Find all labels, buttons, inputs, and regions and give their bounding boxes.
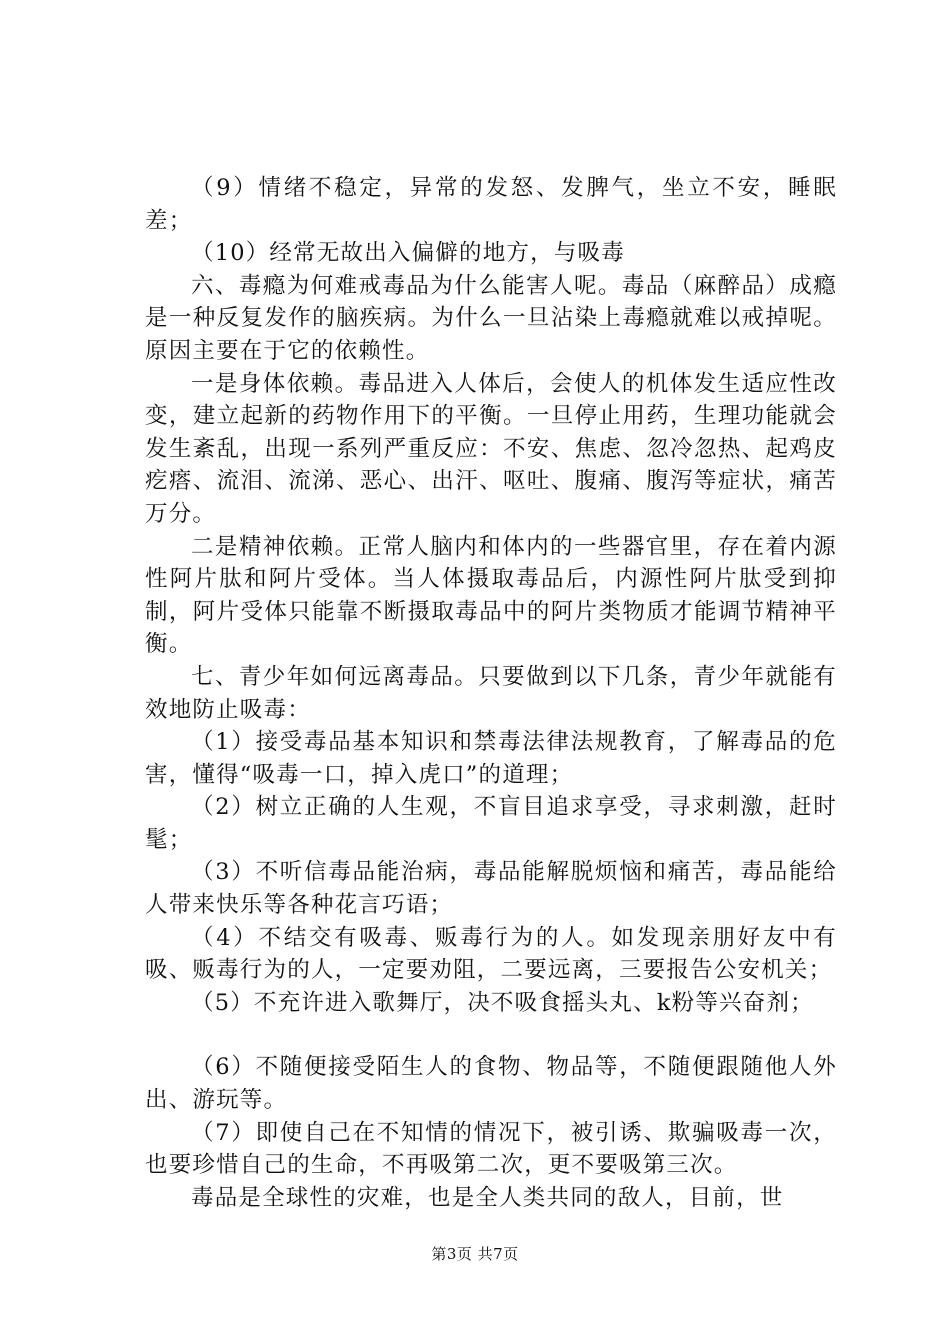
paragraph-section-6: 六、毒瘾为何难戒毒品为什么能害人呢。毒品（麻醉品）成瘾是一种反复发作的脑疾病。为什么一旦沾染上毒瘾就难以戒掉呢。原因主要在于它的依赖性。	[145, 272, 837, 364]
paragraph-physical-dependence: 一是身体依赖。毒品进入人体后，会使人的机体发生适应性改变，建立起新的药物作用下的平衡。一旦停止用药，生理功能就会发生紊乱，出现一系列严重反应：不安、焦虑、忽冷忽热、起鸡皮疙瘩、流泪、流涕、恶心、出汗、呕吐、腹痛、腹泻等症状，痛苦万分。	[145, 370, 837, 527]
paragraph-item-9: （9）情绪不稳定，异常的发怒、发脾气，坐立不安，睡眠差；	[145, 175, 837, 234]
page-footer	[0, 1244, 950, 1264]
page-number-label: 第3页 共7页	[431, 1245, 519, 1263]
paragraph-rule-3: （3）不听信毒品能治病，毒品能解脱烦恼和痛苦，毒品能给人带来快乐等各种花言巧语；	[145, 859, 837, 919]
paragraph-rule-6: （6）不随便接受陌生人的食物、物品等，不随便跟随他人外出、游玩等。	[145, 1054, 837, 1114]
paragraph-rule-7: （7）即使自己在不知情的情况下，被引诱、欺骗吸毒一次，也要珍惜自己的生命，不再吸第二次，更不要吸第三次。	[145, 1119, 837, 1179]
document-body	[145, 172, 837, 1214]
paragraph-item-10: （10）经常无故出入偏僻的地方，与吸毒	[191, 240, 625, 267]
paragraph-rule-5: （5）不充许进入歌舞厅，决不吸食摇头丸、k粉等兴奋剂；	[191, 989, 814, 1016]
paragraph-rule-4: （4）不结交有吸毒、贩毒行为的人。如发现亲朋好友中有吸、贩毒行为的人，一定要劝阻，二要远离，三要报告公安机关；	[145, 924, 837, 984]
paragraph-section-7: 七、青少年如何远离毒品。只要做到以下几条，青少年就能有效地防止吸毒：	[145, 663, 837, 723]
paragraph-rule-2: （2）树立正确的人生观，不盲目追求享受，寻求刺激，赶时髦；	[145, 794, 837, 853]
paragraph-closing: 毒品是全球性的灾难，也是全人类共同的敌人，目前，世	[191, 1184, 784, 1211]
paragraph-mental-dependence: 二是精神依赖。正常人脑内和体内的一些器官里，存在着内源性阿片肽和阿片受体。当人体摄取毒品后，内源性阿片肽受到抑制，阿片受体只能靠不断摄取毒品中的阿片类物质才能调节精神平衡。	[145, 533, 837, 658]
paragraph-rule-1: （1）接受毒品基本知识和禁毒法律法规教育，了解毒品的危害，懂得“吸毒一口，掉入虎口”的道理；	[145, 729, 837, 788]
